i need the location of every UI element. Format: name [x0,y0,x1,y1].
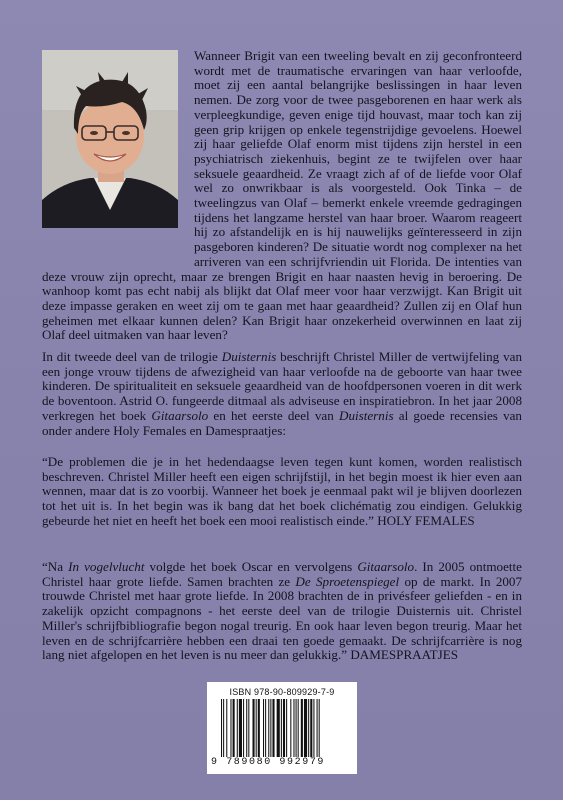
barcode-bar [293,699,294,757]
paragraph-2-text: en het eerste deel van [208,407,339,423]
barcode-bar [253,699,255,757]
book-title: De Sproetenspiegel [295,573,400,589]
series-title: Duisternis [221,349,277,364]
barcode-bar [237,699,238,757]
barcode-bar [304,699,307,757]
isbn-label: ISBN 978-90-809929-7-9 [229,687,335,697]
barcode-bar [298,699,299,757]
review-2-text: . In 2005 ontmoette Christel haar grote liefde. Samen brachten ze [42,559,522,589]
barcode-bar [319,699,320,757]
paragraph-2-text: beschrijft Christel Miller de vertwijfeling van een jonge vrouw tijdens de afwezigheid van haar verloofde na de geboorte van haar twee kinderen. De spiritualiteit en seksuele geaardheid van de hoofdpersonen voeren in dit werk de boventoon. Astrid O. fungeerde ditmaal als adviseuse en inspiratiebron. In het jaar 2008 verkregen het boek [42,349,523,423]
book-title: Gitaarsolo [151,407,209,423]
barcode-bar [272,699,274,757]
review-2-text: op de markt. In 2007 trouwde Christel met haar grote liefde. In 2008 brachten de in privésfeer geliefden - en in zakelijk opzicht compagnons - het eerste deel van de trilogie Duisternis uit. Christel Miller's schrijfbibliografie begon nogal treurig. En ook haar leven begon treurig. Maar het leven en de schrijfcarrière hebben een draai ten goede gemaakt. De schrijfcarrière is nog lang niet afgelopen en het leven is nu meer dan gelukkig.” DAMESPRAATJES [42,573,523,663]
review-2-text: volgde het boek Oscar en vervolgens [144,559,358,574]
series-title: Duisternis [339,407,394,423]
barcode-bar [248,699,249,757]
barcode-bar [263,699,264,757]
barcode-bar [281,699,282,757]
barcode-bar [258,699,260,757]
paragraph-2-text: In dit tweede deel van de trilogie [42,349,222,364]
barcode-bar [290,699,291,757]
barcode-bar [265,699,266,757]
blurb-paragraph-1 [42,49,522,343]
barcode-bars [221,699,347,757]
barcode-bar [243,699,244,757]
barcode-bar [308,699,309,757]
barcode-bar [223,699,224,757]
barcode-bar [301,699,303,757]
blurb-paragraph-1-text: Wanneer Brigit van een tweeling bevalt en zij geconfronteerd wordt met de traumatische ervaringen van haar verloofde, moet zij een aantal belangrijke beslissingen in haar leven nemen. De zorg voor de twee pasgeborenen en haar werk als verpleegkundige, geven enige tijd houvast, maar toch kan zij geen grip krijgen op enkele tegenstrijdige gevoelens. Hoewel zij haar geliefde Olaf enorm mist tijdens zijn herstel in een psychiatrisch ziekenhuis, begint ze te twijfelen over haar seksuele geaardheid. Ze vraagt zich af of de liefde voor Olaf wel zo onwrikbaar is als voorgesteld. Ook Tinka – de tweelingzus van Olaf – bemerkt enkele vreemde gedragingen tijdens het langzame herstel van haar broer. Waarom reageert hij zo afstandelijk en is hij nauwelijks geïnteresseerd in zijn pasgeboren kinderen? De situatie wordt nog complexer na het arriveren van een schrijfvriendin uit Florida. De intenties van deze vrouw zijn oprecht, maar ze brengen Brigit en haar naasten hevig in beroering. De wanhoop komt pas echt nabij als blijkt dat Olaf meer voor haar verzwijgt. Kan Brigit uit deze impasse geraken en weet zij om te gaan met haar geaardheid? Zullen zij en Olaf hun geheimen met elkaar kunnen delen? Kan Brigit haar onzekerheid overwinnen en laat zij Olaf deel uitmaken van haar leven? [42,48,522,343]
review-2-text: “Na [42,559,69,574]
isbn-barcode [207,682,357,774]
book-title: In vogelvlucht [68,559,145,574]
review-damespraatjes [42,560,522,663]
barcode-bar [268,699,269,757]
book-title: Gitaarsolo [357,559,415,574]
blurb-paragraph-2 [42,350,522,438]
barcode-bar [313,699,314,757]
barcode-bar [226,699,227,757]
barcode-bar [317,699,318,757]
barcode-bar [246,699,247,757]
photo-wrap-spacer [42,49,194,268]
barcode-bar [256,699,257,757]
barcode-bar [283,699,285,757]
barcode-bar [296,699,297,757]
barcode-bar [310,699,312,757]
barcode-bar [230,699,231,757]
barcode-bar [286,699,287,757]
review-holy-females: “De problemen die je in het hedendaagse leven tegen kunt komen, worden realistisch beschreven. Christel Miller heeft een eigen schrijfstijl, in het begin moest ik hier even aan wennen, maar dat is zo voorbij. Wanneer het boek je eenmaal pakt wil je blijven doorlezen tot het uit is. In het begin was ik bang dat het boek clichématig zou eindigen. Gelukkig gebeurde het niet en heeft het boek een mooi realistisch einde.” HOLY FEMALES [42,454,522,528]
barcode-bar [221,699,222,757]
barcode-bar [270,699,271,757]
paragraph-2-text: al goede recensies van onder andere Holy Females en Damespraatjes: [42,407,522,438]
barcode-digits: 9 789080 992979 [211,757,326,768]
barcode-bar [239,699,242,757]
barcode-bar [277,699,280,757]
barcode-bar [233,699,235,757]
